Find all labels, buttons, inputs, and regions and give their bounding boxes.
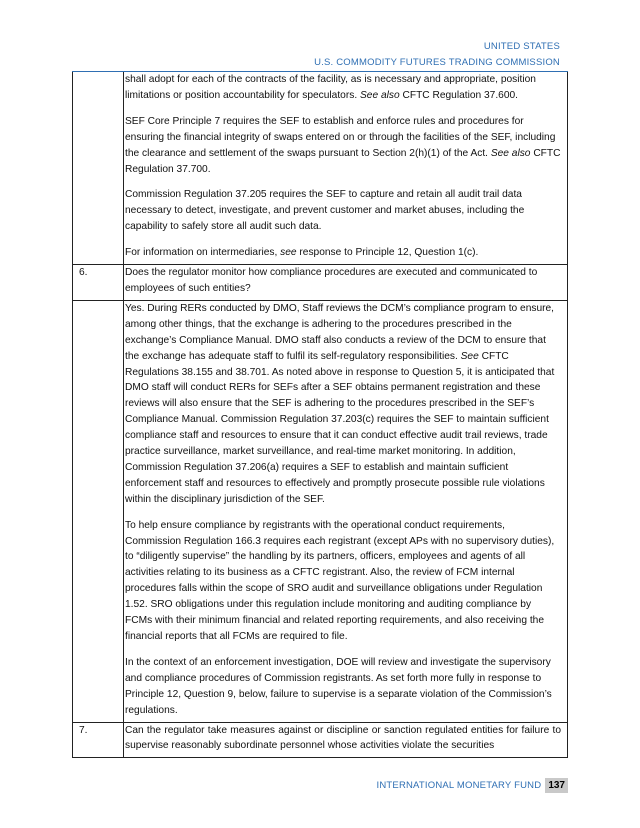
footer-label: INTERNATIONAL MONETARY FUND (376, 780, 542, 791)
answer-row (73, 300, 568, 722)
header-agency: U.S. COMMODITY FUTURES TRADING COMMISSION (314, 57, 560, 68)
question-row (73, 265, 568, 301)
question-text: Does the regulator monitor how compliance procedures are executed and communicated to employees of such entities? (124, 265, 568, 301)
paragraph: shall adopt for each of the contracts of the facility, as is necessary and appropriate, position limitations or position accountability for speculators. See also CFTC Regulation 37.600. (125, 74, 536, 101)
content-table (72, 72, 568, 758)
header-country: UNITED STATES (483, 41, 560, 52)
paragraph: Yes. During RERs conducted by DMO, Staff reviews the DCM’s compliance program to ensure, among other things, that the exchange is adhering to the procedures prescribed in the exchange’s Compliance Manual. DMO staff also conducts a review of the DCM to ensure that the exchange has adequate staff to fulfil its self-regulatory responsibilities. See CFTC Regulations 38.155 and 38.701. As noted above in response to Question 5, it is anticipated that DMO staff will conduct RERs for SEFs after a SEF obtains permanent registration and these reviews will also ensure that the SEF is adhering to the procedures prescribed in the SEF’s Compliance Manual. Commission Regulation 37.203(c) requires the SEF to maintain sufficient compliance staff and resources to ensure that it can conduct effective audit trail reviews, trade practice surveillance, market surveillance, and real-time market monitoring. In addition, Commission Regulation 37.206(a) requires a SEF to establish and maintain sufficient enforcement staff and resources to effectively and promptly prosecute possible rule violations within the disciplinary jurisdiction of the SEF. (125, 302, 555, 505)
question-text: Can the regulator take measures against or discipline or sanction regulated entities for failure to supervise reasonably subordinate personnel whose activities violate the securities (124, 722, 568, 758)
page-number: 137 (545, 778, 568, 793)
question-number: 7. (73, 722, 124, 758)
answer-cell (124, 300, 568, 722)
footer (377, 778, 569, 793)
question-number: 6. (73, 265, 124, 301)
table-row (73, 72, 568, 265)
paragraph: Commission Regulation 37.205 requires the SEF to capture and retain all audit trail data necessary to detect, investigate, and prevent customer and market abuses, including the capability to safely store all audit such data. (125, 189, 525, 233)
paragraph: To help ensure compliance by registrants with the operational conduct requirements, Commission Regulation 166.3 requires each registrant (except APs with no supervisory duties), to “diligently supervise” the handling by its partners, officers, employees and agents of all activities relating to its business as a CFTC registrant. Also, the review of FCM internal procedures falls within the scope of SRO audit and surveillance obligations under Regulation 1.52. SRO obligations under this regulation include monitoring and auditing compliance by FCMs with their minimum financial and related reporting requirements, and also receiving the financial reports that all FCMs are required to file. (125, 519, 555, 642)
paragraph: For information on intermediaries, see response to Principle 12, Question 1(c). (125, 247, 479, 259)
question-row (73, 722, 568, 758)
paragraph: In the context of an enforcement investigation, DOE will review and investigate the supervisory and compliance procedures of Commission registrants. As set forth more fully in response to Principle 12, Question 9, below, failure to supervise is a separate violation of the Commission’s regulations. (125, 656, 552, 716)
continued-answer-cell (124, 72, 568, 265)
paragraph: SEF Core Principle 7 requires the SEF to establish and enforce rules and procedures for ensuring the financial integrity of swaps entered on or through the facilities of the SEF, including the clearance and settlement of the swaps pursuant to Section 2(h)(1) of the Act. See also CFTC Regulation 37.700. (125, 115, 561, 175)
